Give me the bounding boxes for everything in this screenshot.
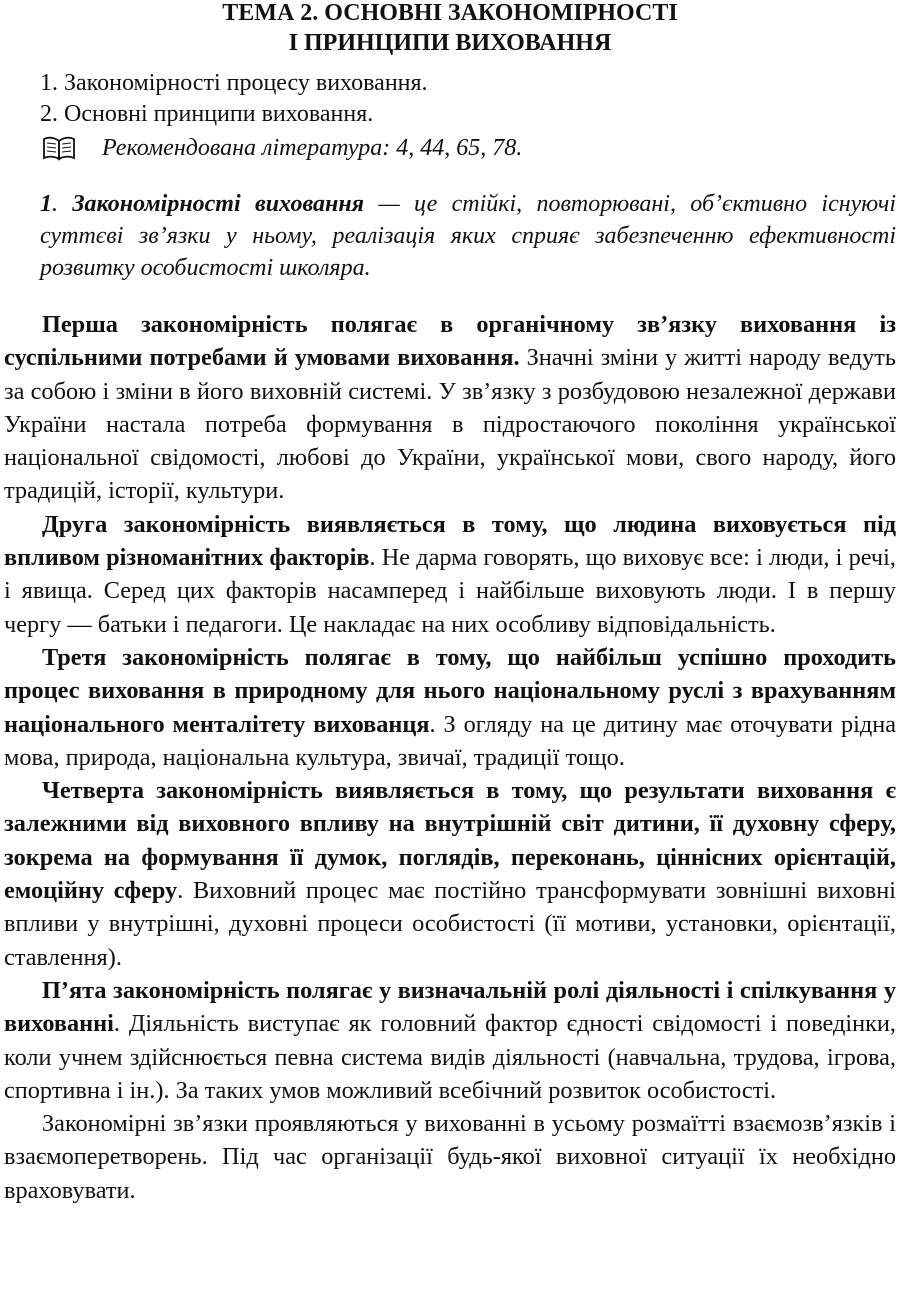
paragraph-6-text: Закономірні зв’язки проявляються у вихованні в усьому розмаїтті взаємозв’язків і взаємоперетворень. Під час організації будь-якої виховної ситуації їх необхідно враховувати. [4, 1110, 896, 1204]
plan-item-2: 2. Основні принципи виховання. [40, 101, 374, 127]
plan-item-1: 1. Закономірності процесу виховання. [40, 70, 428, 96]
definition-dot: . [52, 191, 73, 217]
title-line-2: І ПРИНЦИПИ ВИХОВАННЯ [288, 30, 612, 56]
paragraph-1-text: Значні зміни у житті народу ведуть за собою і зміни в його виховній системі. У зв’язку з розбудовою незалежної держави України настала потреба формування в підростаючого покоління української національної свідомості, любові до України, української мови, свого народу, його традицій, історії, культури. [4, 344, 896, 505]
paragraph-conclusion [4, 1107, 896, 1207]
definition-text: — це стійкі, повторювані, об’єктивно існуючі суттєві зв’язки у ньому, реалізація яких сприяє забезпеченню ефективності розвитку особистості школяра. [40, 191, 897, 281]
topic-title [4, 0, 896, 58]
book-icon [42, 135, 76, 161]
paragraph-3-bold: Третя закономірність полягає в тому, що найбільш успішно проходить процес виховання в природному для нього національному руслі з врахуванням національного менталітету вихованця [4, 643, 896, 738]
topic-plan [40, 68, 896, 130]
paragraph-1-bold: Перша закономірність полягає в органічному зв’язку виховання із суспільними потребами й умовами виховання. [4, 311, 896, 372]
paragraph-regularity-4 [4, 774, 896, 974]
paragraph-regularity-5 [4, 974, 896, 1107]
title-line-1: ТЕМА 2. ОСНОВНІ ЗАКОНОМІРНОСТІ [222, 0, 678, 26]
paragraph-4-text: . Виховний процес має постійно трансформувати зовнішні виховні впливи у внутрішні, духовні процеси особистості (її мотиви, установки, орієнтації, ставлення). [4, 877, 896, 971]
definition-number: 1 [40, 191, 52, 217]
literature-text: Рекомендована література: 4, 44, 65, 78. [102, 135, 523, 161]
paragraph-regularity-1 [4, 308, 896, 508]
definition-term: Закономірності виховання [72, 191, 365, 217]
paragraph-2-bold: Друга закономірність виявляється в тому, що людина виховується під впливом різноманітних факторів [4, 510, 896, 572]
paragraph-regularity-3 [4, 641, 896, 774]
recommended-literature [42, 132, 896, 164]
paragraph-2-text: . Не дарма говорять, що виховує все: і люди, і речі, і явища. Серед цих факторів насамперед і найбільше виховують люди. І в першу чергу — батьки і педагоги. Це накладає на них особливу відповідальність. [4, 544, 896, 638]
definition-paragraph [4, 188, 896, 284]
paragraph-4-bold: Четверта закономірність виявляється в тому, що результати виховання є залежними від виховного впливу на внутрішній світ дитини, її духовну сферу, зокрема на формування її думок, поглядів, переконань, ціннісних орієнтацій, емоційну сферу [4, 777, 896, 905]
paragraph-3-text: . З огляду на це дитину має оточувати рідна мова, природа, національна культура, звичаї, традиції тощо. [4, 710, 896, 771]
paragraph-regularity-2 [4, 508, 896, 641]
paragraph-5-text: . Діяльність виступає як головний фактор єдності свідомості і поведінки, коли учнем здійснюється певна система видів діяльності (навчальна, трудова, ігрова, спортивна і ін.). За таких умов можливий всебічний розвиток особистості. [4, 1010, 896, 1104]
paragraph-5-bold: П’ята закономірність полягає у визначальній ролі діяльності і спілкування у вихованні [4, 976, 896, 1038]
